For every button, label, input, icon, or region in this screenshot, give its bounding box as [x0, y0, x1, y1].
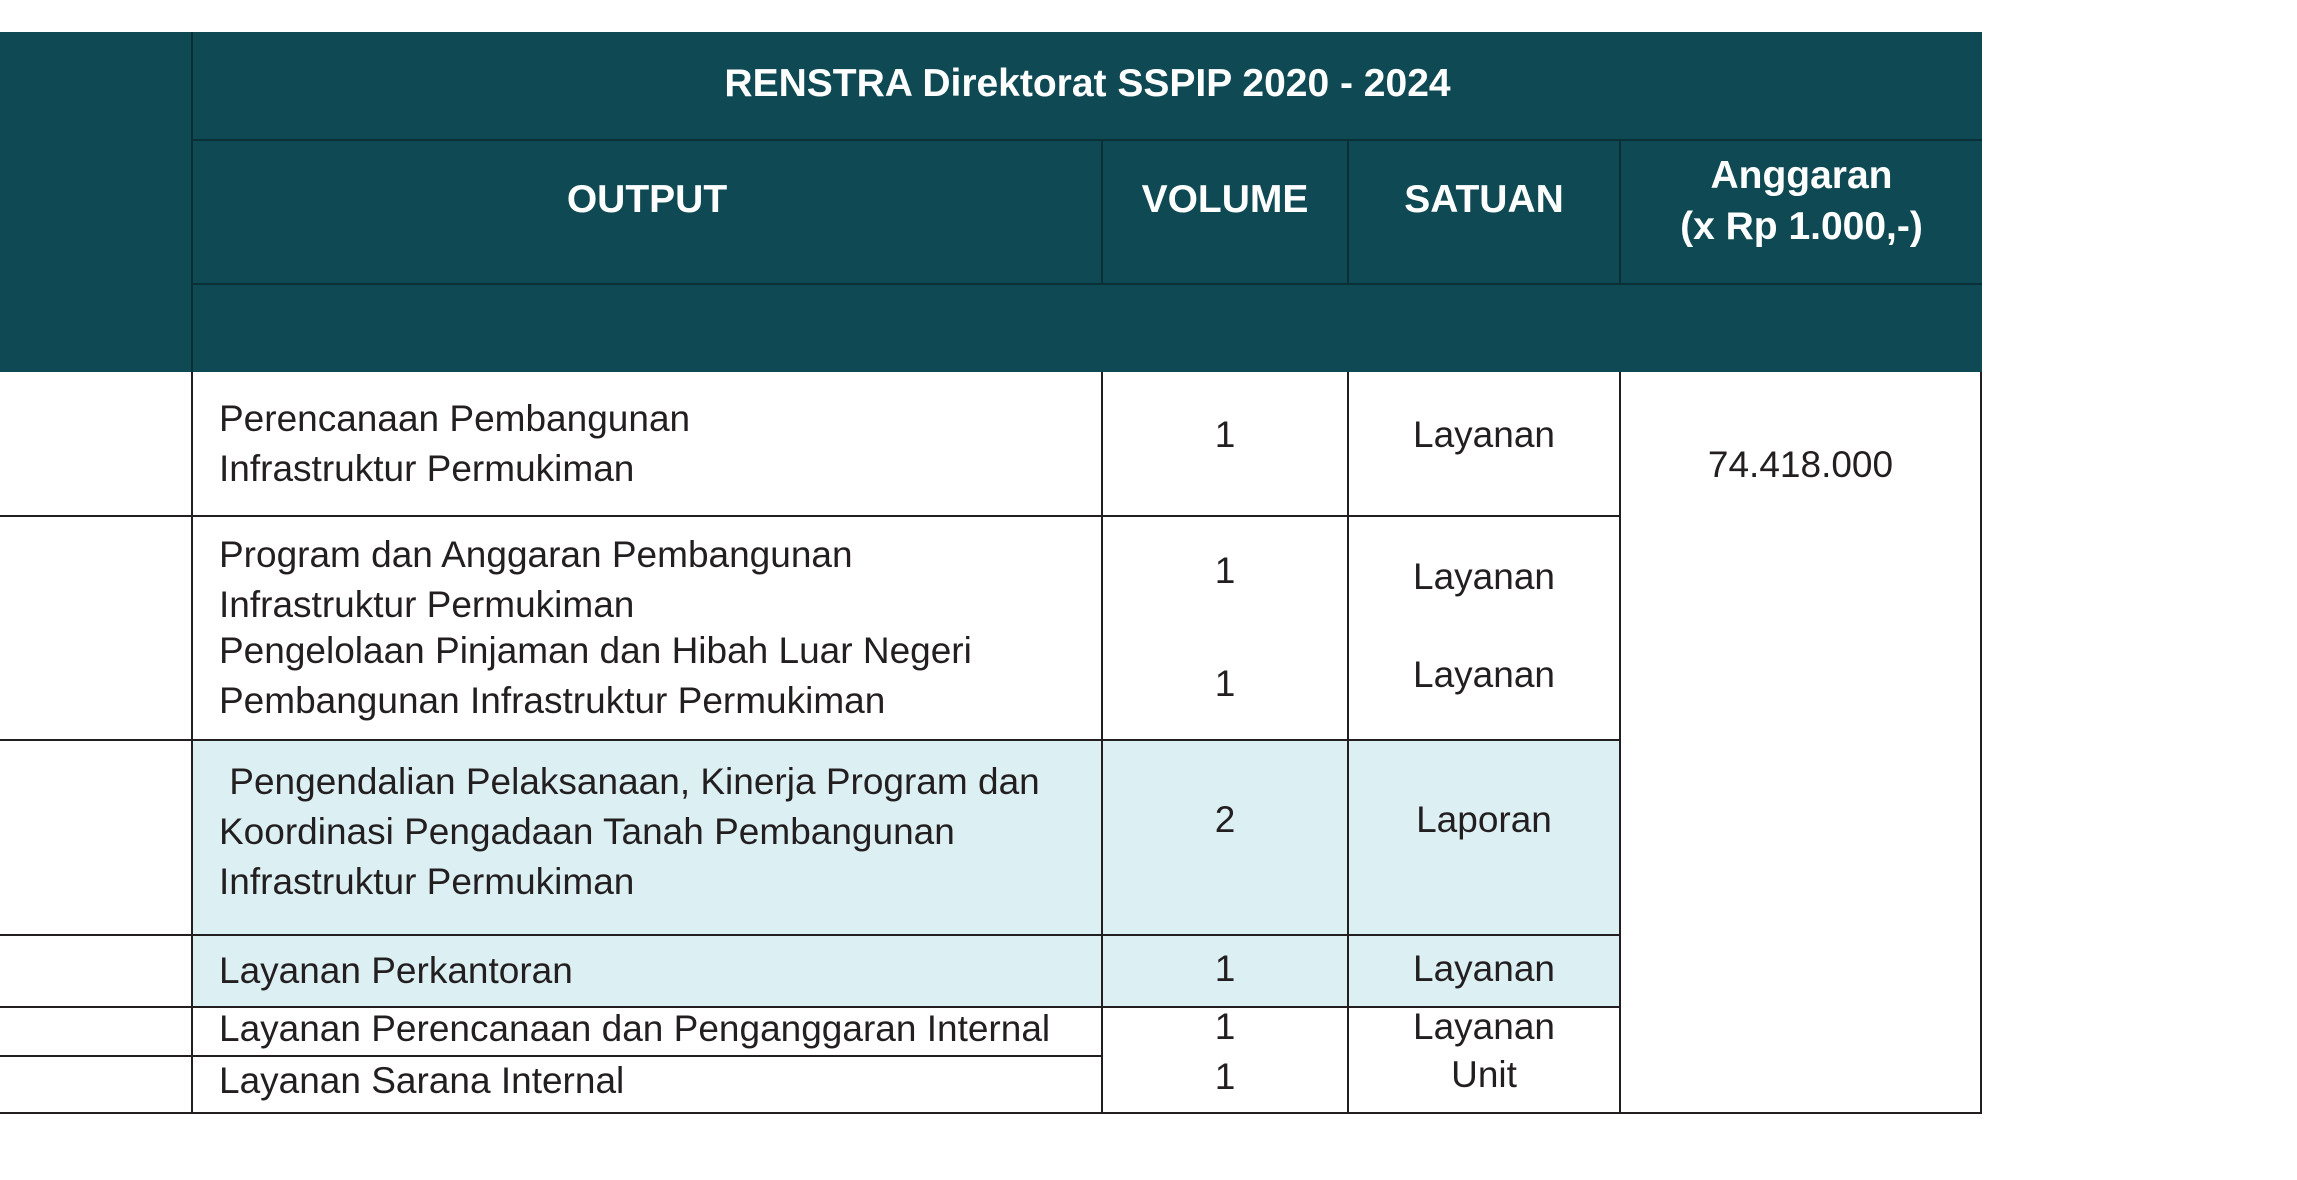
column-header-anggaran-line2: (x Rp 1.000,-) — [1680, 205, 1923, 248]
table-title: RENSTRA Direktorat SSPIP 2020 - 2024 — [724, 62, 1451, 105]
column-header-anggaran-line1: Anggaran — [1710, 154, 1893, 197]
volume-cell-row2: 1 — [1214, 550, 1236, 591]
satuan-cell-row5: Layanan — [1413, 948, 1555, 989]
output-cell-row6-line1: Layanan Perencanaan dan Penganggaran Internal — [219, 1008, 1051, 1049]
output-cell-row4-line1: Pengendalian Pelaksanaan, Kinerja Program dan — [219, 761, 1040, 802]
column-header-volume: VOLUME — [1141, 178, 1309, 221]
satuan-cell-row6: Layanan — [1413, 1006, 1555, 1047]
satuan-cell-row2: Layanan — [1413, 556, 1555, 597]
output-cell-row3-line2: Pembangunan Infrastruktur Permukiman — [219, 680, 886, 721]
column-header-output: OUTPUT — [566, 178, 728, 221]
output-cell-row7-line1: Layanan Sarana Internal — [219, 1060, 625, 1101]
output-cell-row4-line3: Infrastruktur Permukiman — [219, 861, 635, 902]
border-left — [191, 372, 193, 1114]
row-border-1 — [0, 515, 1621, 517]
volume-cell-row5: 1 — [1214, 948, 1236, 989]
output-cell-row3-line1: Pengelolaan Pinjaman dan Hibah Luar Negeri — [219, 630, 972, 671]
volume-cell-row1: 1 — [1214, 414, 1236, 455]
satuan-cell-row3: Layanan — [1413, 654, 1555, 695]
output-cell-row5-line1: Layanan Perkantoran — [219, 950, 573, 991]
satuan-cell-row1: Layanan — [1413, 414, 1555, 455]
header-divider-title — [191, 139, 1982, 141]
volume-cell-row7: 1 — [1214, 1056, 1236, 1097]
border-right — [1980, 372, 1982, 1114]
volume-cell-row6: 1 — [1214, 1006, 1236, 1047]
header-divider-sub — [191, 283, 1982, 285]
row-border-3 — [0, 934, 1621, 936]
row-border-bottom — [0, 1112, 1982, 1114]
volume-cell-row4: 2 — [1214, 799, 1236, 840]
row-border-2 — [0, 739, 1621, 741]
satuan-cell-row7: Unit — [1451, 1054, 1517, 1095]
output-cell-row4-line2: Koordinasi Pengadaan Tanah Pembangunan — [219, 811, 955, 852]
column-header-satuan: SATUAN — [1404, 178, 1564, 221]
output-cell-row2-line1: Program dan Anggaran Pembangunan — [219, 534, 853, 575]
output-cell-row2-line2: Infrastruktur Permukiman — [219, 584, 635, 625]
volume-cell-row3: 1 — [1214, 663, 1236, 704]
output-cell-row1-line1: Perencanaan Pembangunan — [219, 398, 691, 439]
satuan-cell-row4: Laporan — [1416, 799, 1552, 840]
anggaran-total-cell: 74.418.000 — [1707, 444, 1894, 485]
output-cell-row1-line2: Infrastruktur Permukiman — [219, 448, 635, 489]
